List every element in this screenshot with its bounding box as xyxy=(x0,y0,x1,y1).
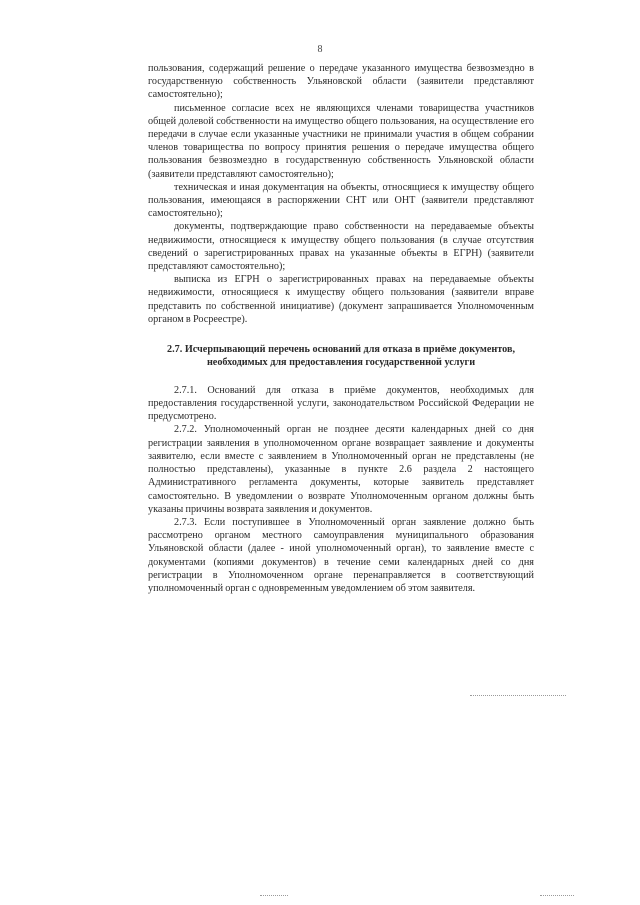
document-body xyxy=(148,62,534,595)
paragraph: письменное согласие всех не являющихся членами товарищества участников общей долевой собственности на имущество общего пользования, на осуществление его передачи в случае если указанные участники не принимали участия в общем собрании членов товарищества по вопросу принятия решения о передаче имущества общего пользования безвозмездно в государственную собственность Ульяновской области (заявители представляют самостоятельно); xyxy=(148,102,534,180)
paragraph: выписка из ЕГРН о зарегистрированных правах на передаваемые объекты недвижимости, относящиеся к имуществу общего пользования (заявители вправе представить по собственной инициативе) (документ запрашивается Уполномоченным органом в Росреестре). xyxy=(148,274,534,325)
paragraph: документы, подтверждающие право собственности на передаваемые объекты недвижимости, относящиеся к имуществу общего пользования (в случае отсутствия сведений о зарегистрированных правах на указанные объекты в ЕГРН) (заявители представляют самостоятельно); xyxy=(148,221,534,273)
section-heading: 2.7. Исчерпывающий перечень оснований для отказа в приёме документов, необходимых для предоставления государственной услуги xyxy=(166,344,515,369)
paragraph: пользования, содержащий решение о передаче указанного имущества безвозмездно в государственную собственность Ульяновской области (заявители представляют самостоятельно); xyxy=(148,63,534,101)
page-number: 8 xyxy=(317,44,323,55)
scan-artifact-line xyxy=(540,895,574,896)
paragraph: техническая и иная документация на объекты, относящиеся к имуществу общего пользования, имеющаяся в распоряжении СНТ или ОНТ (заявители представляют самостоятельно); xyxy=(148,181,534,220)
scan-artifact-line xyxy=(260,895,288,896)
scan-artifact-line xyxy=(470,695,566,696)
paragraph: 2.7.1. Оснований для отказа в приёме документов, необходимых для предоставления государственной услуги, законодательством Российской Федерации не предусмотрено. xyxy=(148,384,534,423)
paragraph: 2.7.2. Уполномоченный орган не позднее десяти календарных дней со дня регистрации заявления в уполномоченном органе возвращает заявление и документы заявителю, если вместе с заявлением в Уполномоченный орган не представлены (не полностью представлены), указанные в пункте 2.6 раздела 2 настоящего Административного регламента документы, которые заявитель представляет самостоятельно. В уведомлении о возврате Уполномоченным органом должны быть указаны причины возврата заявления и документов. xyxy=(148,424,534,515)
paragraph: 2.7.3. Если поступившее в Уполномоченный орган заявление должно быть рассмотрено органом местного самоуправления муниципального образования Ульяновской области (далее - иной уполномоченный орган), то заявление вместе с документами (копиями документов) в течение семи календарных дней со дня регистрации в Уполномоченном органе перенаправляется в соответствующий уполномоченный орган с одновременным уведомлением об этом заявителя. xyxy=(148,516,534,594)
